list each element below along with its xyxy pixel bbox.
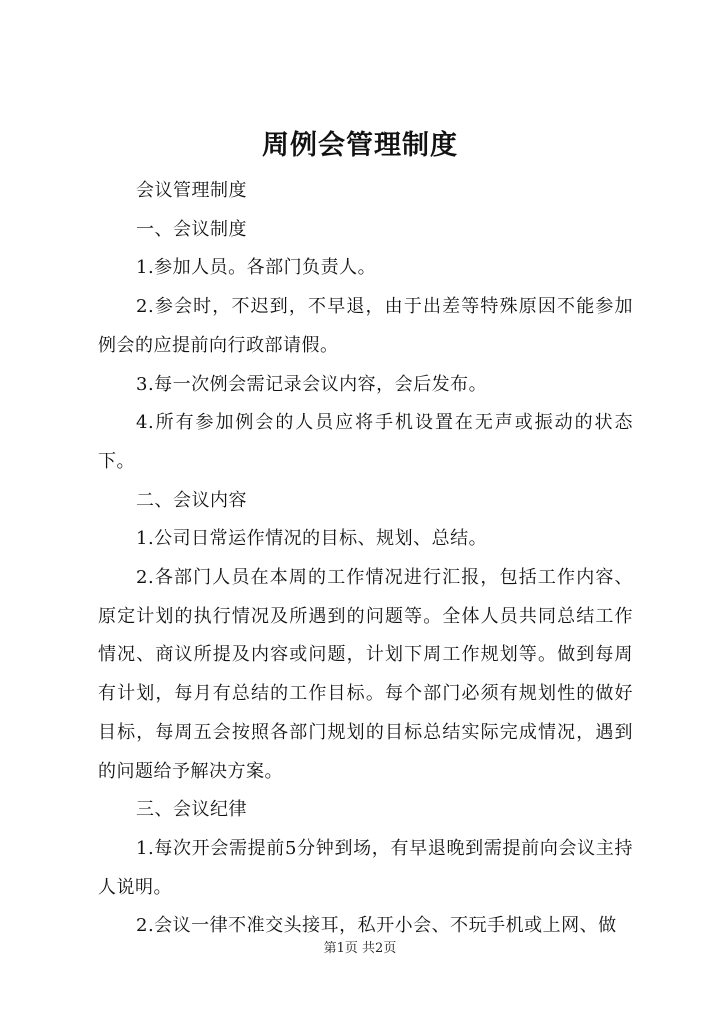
paragraph: 2.各部门人员在本周的工作情况进行汇报，包括工作内容、原定计划的执行情况及所遇到的问题等。全体人员共同总结工作情况、商议所提及内容或问题，计划下周工作规划等。做到每周有计划，每月有总结的工作目标。每个部门必须有规划性的做好目标，每周五会按照各部门规划的目标总结实际完成情况，遇到的问题给予解决方案。 bbox=[98, 567, 633, 782]
section-heading-3: 三、会议纪律 bbox=[136, 799, 247, 821]
paragraph: 2.参会时，不迟到，不早退，由于出差等特殊原因不能参加例会的应提前向行政部请假。 bbox=[98, 296, 633, 356]
document-body bbox=[98, 172, 633, 946]
section-heading-2: 二、会议内容 bbox=[136, 489, 247, 511]
section-heading-1: 一、会议制度 bbox=[136, 218, 247, 240]
paragraph: 2.会议一律不准交头接耳，私开小会、不玩手机或上网、做 bbox=[136, 915, 617, 937]
paragraph: 3.每一次例会需记录会议内容，会后发布。 bbox=[136, 373, 488, 395]
paragraph: 1.参加人员。各部门负责人。 bbox=[136, 257, 377, 279]
paragraph-heading-meeting-management: 会议管理制度 bbox=[136, 180, 247, 201]
document-title: 周例会管理制度 bbox=[262, 130, 458, 161]
page-footer: 第1页 共2页 bbox=[323, 941, 397, 956]
paragraph: 1.每次开会需提前5分钟到场，有早退晚到需提前向会议主持人说明。 bbox=[98, 837, 633, 898]
paragraph: 4.所有参加例会的人员应将手机设置在无声或振动的状态下。 bbox=[98, 412, 633, 472]
paragraph: 1.公司日常运作情况的目标、规划、总结。 bbox=[136, 528, 488, 550]
